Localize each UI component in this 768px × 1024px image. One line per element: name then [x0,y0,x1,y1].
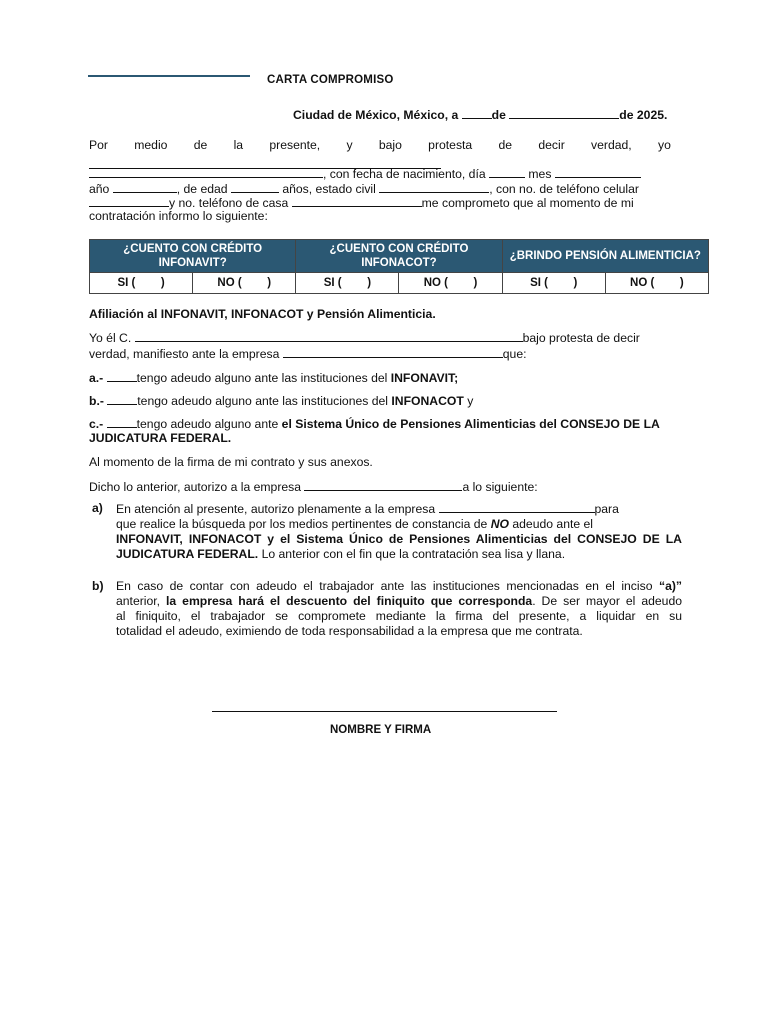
item-b-blank[interactable] [107,393,137,405]
momento-text: Al momento de la firma de mi contrato y sus anexos. [89,455,373,469]
cellphone-blank [89,195,169,207]
worker-name-blank [135,330,523,342]
declaration-line-1: Yo él C. bajo protesta de decir [89,331,640,345]
infonacot-no-option[interactable]: NO ( ) [399,273,502,294]
place-date-line: Ciudad de México, México, a de de 2025. [293,108,668,122]
home-phone-blank [292,195,422,207]
intro-word: la [233,138,244,152]
item-c-blank[interactable] [107,416,137,428]
company-name-blank [283,346,503,358]
item-a: a.- tengo adeudo alguno ante las instituciones del INFONAVIT; [89,371,459,385]
intro-word: Por [89,138,108,152]
intro-word: decir [538,138,565,152]
signature-label: NOMBRE Y FIRMA [330,724,432,736]
intro-word: de [193,138,208,152]
item-c-line-2: JUDICATURA FEDERAL. [89,431,232,445]
item-b: b.- tengo adeudo alguno ante las instituciones del INFONACOT y [89,394,474,408]
age-blank [231,181,279,193]
birth-month-blank [555,166,641,178]
intro-line-5: contratación informo lo siguiente: [89,209,268,223]
infonavit-no-option[interactable]: NO ( ) [193,273,296,294]
intro-word: y [346,138,353,152]
dicho-line: Dicho lo anterior, autorizo a la empresa a lo siguiente: [89,480,538,494]
intro-word: protesta [428,138,473,152]
intro-word: medio [134,138,168,152]
birth-year-blank [113,181,177,193]
section-title: Afiliación al INFONAVIT, INFONACOT y Pensión Alimenticia. [89,307,436,321]
intro-line-4: y no. teléfono de casa me comprometo que al momento de mi [89,195,671,211]
pension-si-option[interactable]: SI ( ) [502,273,605,294]
authorized-company-blank [304,479,462,491]
civil-status-blank [379,181,489,193]
item-c: c.- tengo adeudo alguno ante el Sistema Único de Pensiones Alimenticias del CONSEJO DE LA [89,417,660,431]
infonavit-si-option[interactable]: SI ( ) [90,273,193,294]
intro-line-3: año , de edad años, estado civil , con no. de teléfono celular [89,182,639,196]
signature-line[interactable] [212,711,557,712]
name-blank [89,166,323,178]
credit-questions-table [89,239,709,294]
header-pension: ¿BRINDO PENSIÓN ALIMENTICIA? [502,240,708,273]
infonacot-si-option[interactable]: SI ( ) [296,273,399,294]
header-accent-line [88,75,250,77]
intro-line-2b: , con fecha de nacimiento, día mes [89,166,671,182]
clause-b: b) En caso de contar con adeudo el trabajador ante las instituciones mencionadas en el inciso “a)” anterior, la empresa hará el descuento del finiquito que corresponda. De ser mayor el adeudo al finiquito, el trabajador se compromete mediante la firma del presente, a liquidar en su totalidad el adeudo, eximiendo de toda responsabilidad a la empresa que me contrata. [92,579,683,638]
intro-line-1 [89,138,671,153]
intro-word: yo [657,138,671,152]
item-a-blank[interactable] [107,370,137,382]
declaration-line-2: verdad, manifiesto ante la empresa que: [89,347,527,361]
intro-word: bajo [378,138,402,152]
pension-no-option[interactable]: NO ( ) [605,273,708,294]
header-infonavit: ¿CUENTO CON CRÉDITO INFONAVIT? [90,240,296,273]
birth-day-blank [489,166,525,178]
clause-a: a) En atención al presente, autorizo plenamente a la empresa para que realice la búsqueda por los medios pertinentes de constancia de NO adeudo ante el INFONAVIT, INFONACOT y el Sistema Único de Pensiones Alimenticias del CONSEJO DE LA JUDICATURA FEDERAL. Lo anterior con el fin que la contratación sea lisa y llana. [92,501,682,561]
intro-word: verdad, [591,138,632,152]
intro-word: presente, [269,138,321,152]
header-infonacot: ¿CUENTO CON CRÉDITO INFONACOT? [296,240,502,273]
day-blank [462,107,492,119]
intro-word: de [498,138,513,152]
clause-a-company-blank [439,501,595,513]
document-title: CARTA COMPROMISO [267,74,394,86]
month-blank [509,107,619,119]
